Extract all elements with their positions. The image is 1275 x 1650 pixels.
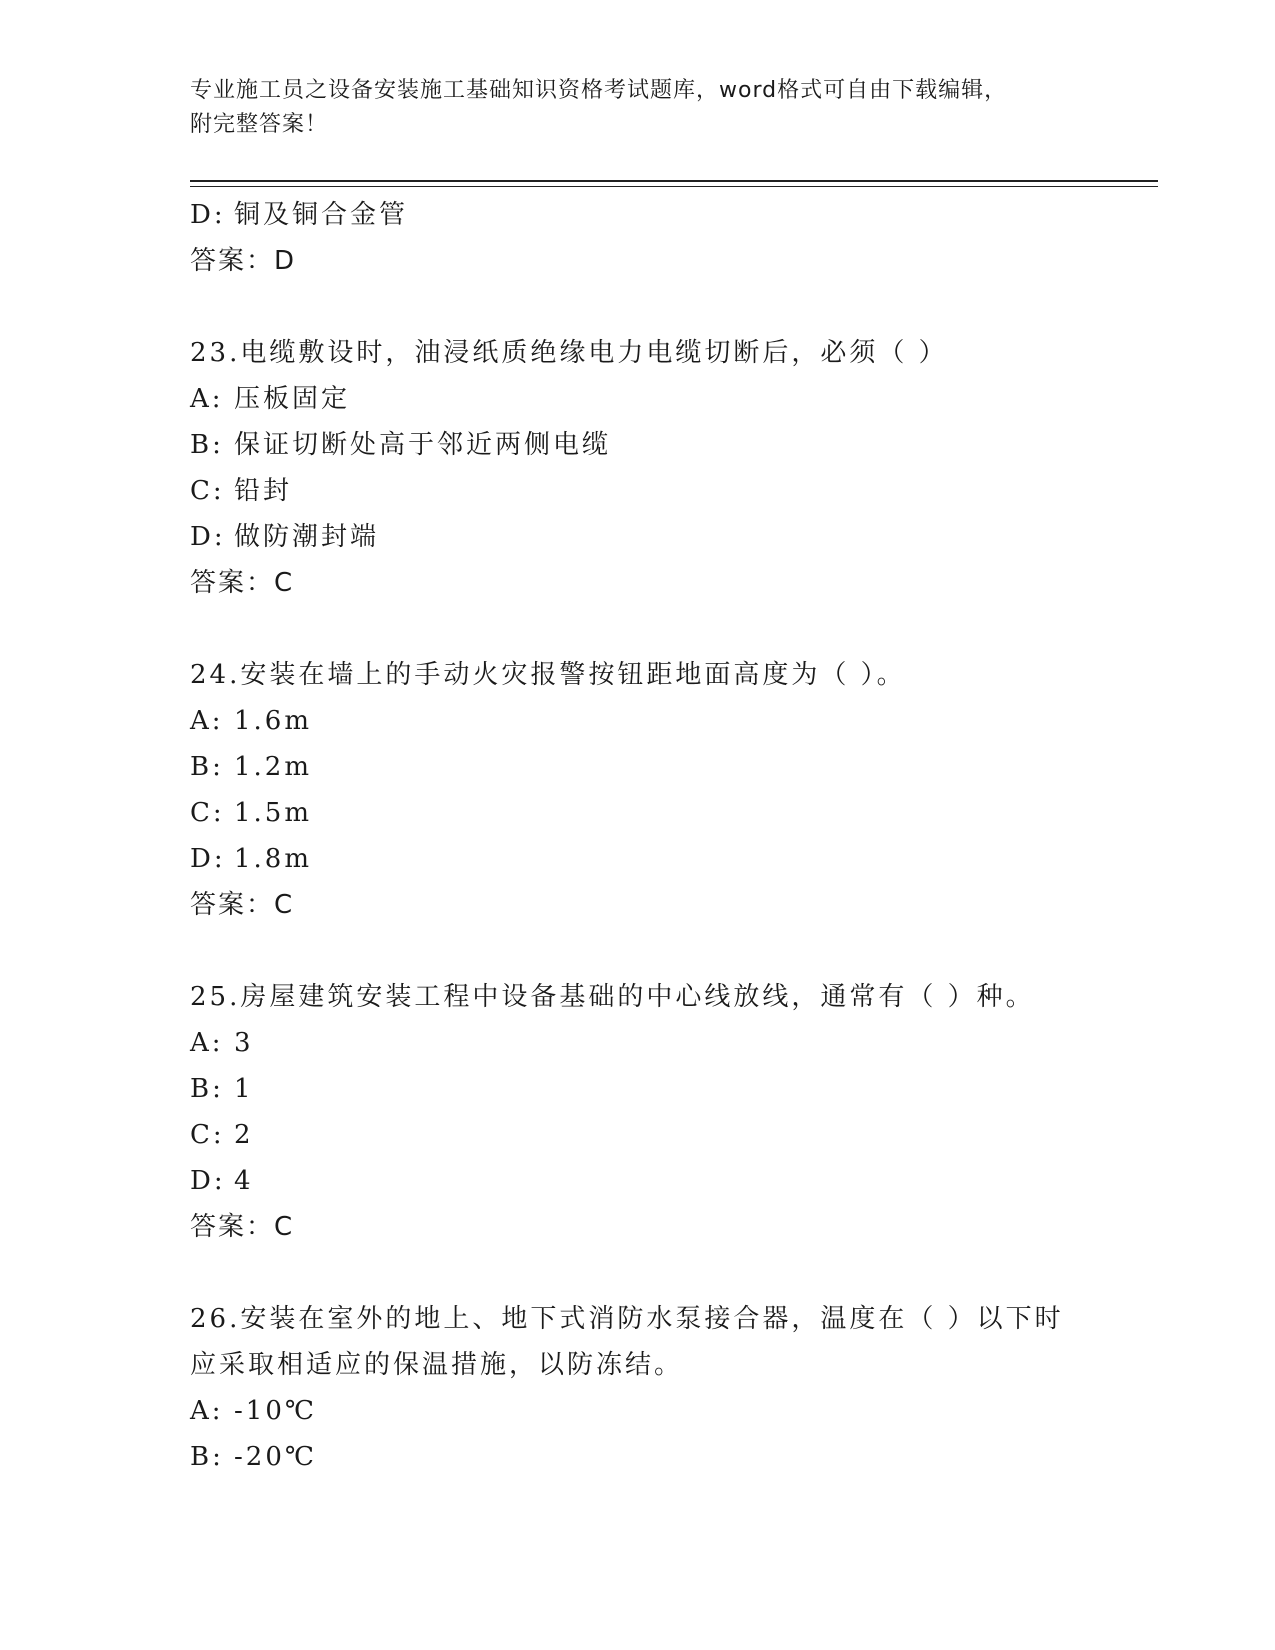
answer-line (190, 1204, 1110, 1250)
option-line (190, 744, 1110, 790)
option-line (190, 790, 1110, 836)
option-label: B: (190, 1074, 224, 1104)
answer-line (190, 882, 1110, 928)
question-22-tail (190, 192, 1110, 284)
option-label: B: (190, 1442, 224, 1472)
answer-value: C (274, 568, 295, 598)
option-text: 铜及铜合金管 (234, 200, 409, 230)
question-stem-line-1: 26.安装在室外的地上、地下式消防水泵接合器，温度在（ ）以下时 (190, 1304, 1064, 1334)
option-label: D: (190, 844, 226, 874)
option-label: D: (190, 1166, 226, 1196)
option-text: 2 (234, 1120, 254, 1150)
answer-line (190, 560, 1110, 606)
option-text: 压板固定 (234, 384, 351, 414)
option-label: D: (190, 522, 226, 552)
option-line (190, 1020, 1110, 1066)
option-label: C: (190, 1120, 225, 1150)
option-text: 做防潮封端 (234, 522, 380, 552)
option-label: B: (190, 752, 224, 782)
option-line (190, 1388, 1110, 1434)
header-divider-thin (190, 186, 1158, 187)
answer-value: D (274, 246, 297, 276)
spacer (190, 606, 1110, 652)
option-label: C: (190, 476, 225, 506)
spacer (190, 928, 1110, 974)
header-divider-thick (190, 180, 1158, 182)
option-label: A: (190, 1396, 224, 1426)
document-header (190, 74, 1090, 142)
option-label: D: (190, 200, 226, 230)
spacer (190, 284, 1110, 330)
option-text: 1 (234, 1074, 254, 1104)
option-line (190, 376, 1110, 422)
option-line (190, 422, 1110, 468)
answer-label: 答案： (190, 1212, 275, 1242)
question-25 (190, 974, 1110, 1250)
answer-line (190, 238, 1110, 284)
header-line-2: 附完整答案！ (190, 112, 329, 137)
question-stem: 24.安装在墙上的手动火灾报警按钮距地面高度为（ ）。 (190, 660, 906, 690)
answer-label: 答案： (190, 568, 275, 598)
spacer (190, 1250, 1110, 1296)
option-text: 1.8m (234, 844, 313, 874)
option-text: 1.6m (234, 706, 313, 736)
option-label: B: (190, 430, 224, 460)
option-line (190, 468, 1110, 514)
option-line (190, 698, 1110, 744)
option-label: C: (190, 798, 225, 828)
header-line-1: 专业施工员之设备安装施工基础知识资格考试题库，word格式可自由下载编辑， (190, 78, 1008, 103)
answer-label: 答案： (190, 246, 275, 276)
option-text: -10℃ (234, 1396, 317, 1426)
option-line (190, 1112, 1110, 1158)
option-text: 铅封 (234, 476, 293, 506)
option-label: A: (190, 384, 224, 414)
option-text: -20℃ (234, 1442, 317, 1472)
option-line (190, 1158, 1110, 1204)
option-text: 4 (234, 1166, 254, 1196)
answer-value: C (274, 890, 295, 920)
option-text: 1.5m (234, 798, 313, 828)
question-stem: 25.房屋建筑安装工程中设备基础的中心线放线，通常有（ ）种。 (190, 982, 1035, 1012)
option-line (190, 514, 1110, 560)
answer-label: 答案： (190, 890, 275, 920)
question-list (190, 192, 1110, 1480)
option-line (190, 192, 1110, 238)
question-26 (190, 1296, 1110, 1480)
question-24 (190, 652, 1110, 928)
question-stem: 23.电缆敷设时，油浸纸质绝缘电力电缆切断后，必须（ ） (190, 338, 948, 368)
option-text: 1.2m (234, 752, 313, 782)
option-label: A: (190, 1028, 224, 1058)
answer-value: C (274, 1212, 295, 1242)
option-line (190, 1066, 1110, 1112)
question-stem-line-2: 应采取相适应的保温措施，以防冻结。 (190, 1350, 684, 1380)
option-text: 3 (234, 1028, 254, 1058)
option-label: A: (190, 706, 224, 736)
option-line (190, 836, 1110, 882)
option-line (190, 1434, 1110, 1480)
question-23 (190, 330, 1110, 606)
option-text: 保证切断处高于邻近两侧电缆 (234, 430, 612, 460)
